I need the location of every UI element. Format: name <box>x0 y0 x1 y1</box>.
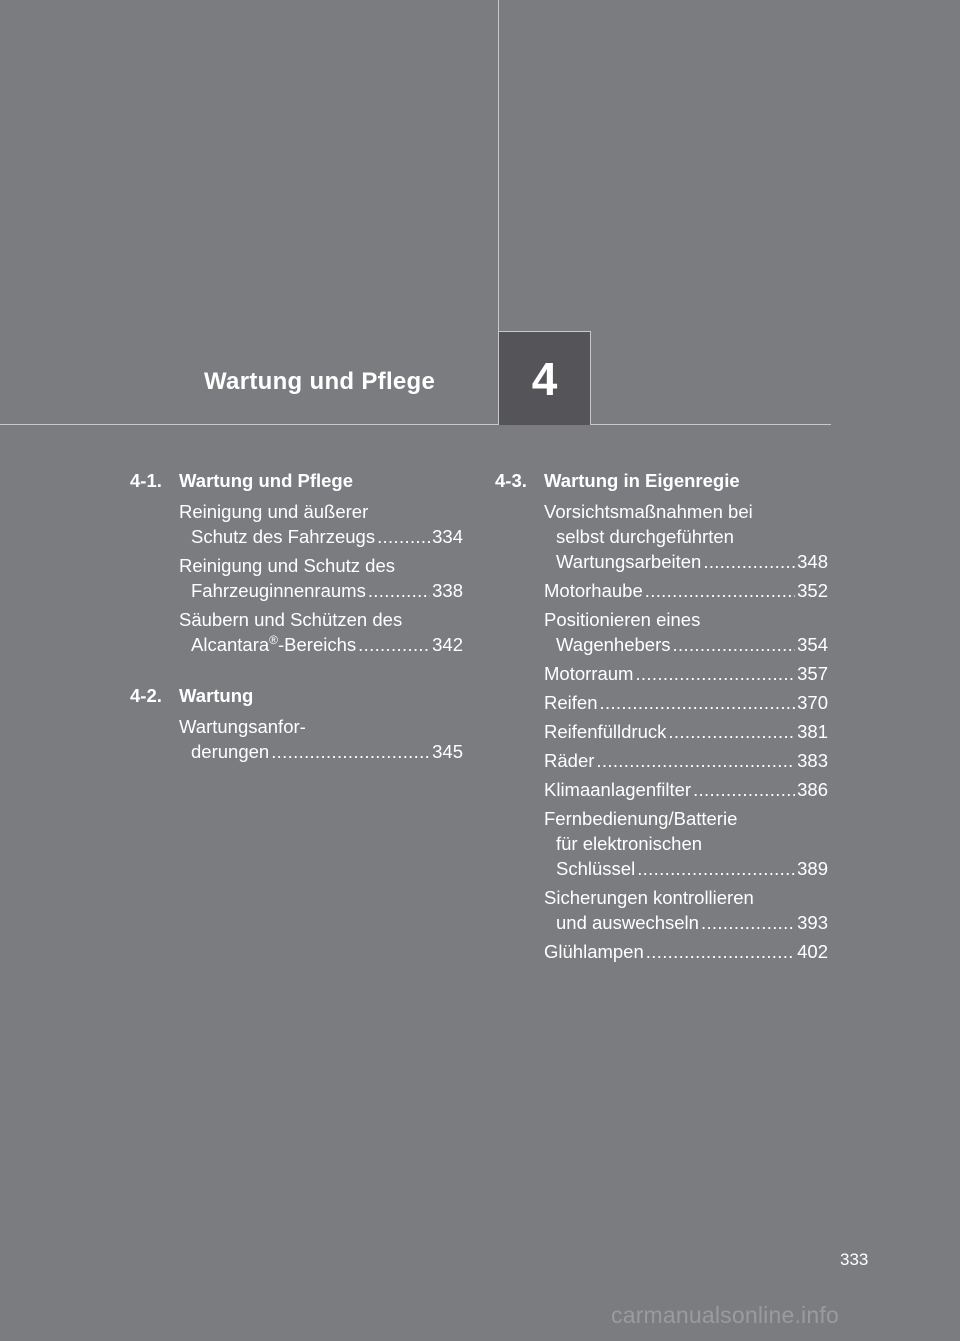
toc-section-4-3 <box>495 468 828 964</box>
toc-entry[interactable] <box>179 553 463 603</box>
dot-leader <box>693 777 795 802</box>
entry-title: derungen <box>191 741 270 762</box>
toc-entry[interactable] <box>544 661 828 686</box>
watermark: carmanualsonline.info <box>611 1302 839 1328</box>
entry-line: Sicherungen kontrollieren <box>544 887 754 908</box>
entry-title: Wagenhebers <box>556 634 671 655</box>
entry-line: Vorsichtsmaßnahmen bei <box>544 501 753 522</box>
toc-entry[interactable] <box>544 748 828 773</box>
dot-leader <box>635 661 795 686</box>
entry-line: Reinigung und Schutz des <box>179 555 395 576</box>
chapter-number-tab <box>498 331 591 425</box>
toc-left-column <box>130 468 463 768</box>
dot-leader <box>599 690 795 715</box>
toc-entry[interactable] <box>544 719 828 744</box>
entry-line: Fernbedienung/Batterie <box>544 808 738 829</box>
toc-entry[interactable] <box>544 690 828 715</box>
dot-leader <box>271 739 430 764</box>
registered-mark: ® <box>269 632 278 647</box>
entry-title: Fahrzeuginnenraums <box>191 580 366 601</box>
entry-title: Motorraum <box>544 663 634 684</box>
entry-page: 386 <box>797 779 828 800</box>
toc-section-4-2 <box>130 683 463 764</box>
horizontal-rule <box>0 424 831 425</box>
page-number: 333 <box>840 1250 869 1269</box>
dot-leader <box>701 910 795 935</box>
dot-leader <box>368 578 430 603</box>
section-number: 4-3. <box>495 470 527 491</box>
entry-title-part: -Bereichs <box>278 634 357 655</box>
section-heading[interactable] <box>130 683 463 708</box>
entry-title: Motorhaube <box>544 580 643 601</box>
toc-entry[interactable] <box>544 777 828 802</box>
section-title: Wartung in Eigenregie <box>544 470 740 491</box>
toc-entry[interactable] <box>544 499 828 574</box>
dot-leader <box>703 549 795 574</box>
vertical-rule <box>498 0 499 332</box>
entry-line: für elektronischen <box>556 833 703 854</box>
entry-page: 345 <box>432 741 463 762</box>
entry-page: 342 <box>432 634 463 655</box>
section-heading[interactable] <box>495 468 828 493</box>
entry-title: und auswechseln <box>556 912 699 933</box>
toc-entry[interactable] <box>544 939 828 964</box>
entry-line: Säubern und Schützen des <box>179 609 403 630</box>
toc-entry[interactable] <box>544 607 828 657</box>
toc-entry[interactable] <box>544 806 828 881</box>
section-title: Wartung <box>179 685 254 706</box>
entry-page: 338 <box>432 580 463 601</box>
dot-leader <box>668 719 795 744</box>
entry-page: 389 <box>797 858 828 879</box>
section-number: 4-1. <box>130 470 162 491</box>
toc-entry[interactable] <box>179 607 463 657</box>
entry-title: Räder <box>544 750 595 771</box>
dot-leader <box>596 748 795 773</box>
entry-title: Reifenfülldruck <box>544 721 667 742</box>
dot-leader <box>377 524 430 549</box>
entry-title-part: Alcantara <box>191 634 270 655</box>
entry-page: 370 <box>797 692 828 713</box>
entry-line: selbst durchgeführten <box>556 526 734 547</box>
entry-page: 381 <box>797 721 828 742</box>
section-heading[interactable] <box>130 468 463 493</box>
toc-entry[interactable] <box>544 885 828 935</box>
entry-title: Reifen <box>544 692 598 713</box>
entry-title: Schlüssel <box>556 858 636 879</box>
toc-right-column <box>495 468 828 968</box>
entry-line: Positionieren eines <box>544 609 701 630</box>
section-title: Wartung und Pflege <box>179 470 354 491</box>
entry-page: 354 <box>797 634 828 655</box>
entry-page: 402 <box>797 941 828 962</box>
chapter-number: 4 <box>531 352 558 405</box>
entry-title <box>191 632 356 657</box>
toc-entry[interactable] <box>179 714 463 764</box>
entry-title: Wartungsarbeiten <box>556 551 702 572</box>
entry-page: 383 <box>797 750 828 771</box>
entry-title: Schutz des Fahrzeugs <box>191 526 376 547</box>
toc-entries <box>544 499 828 964</box>
entry-line: Wartungsanfor- <box>179 716 306 737</box>
entry-page: 348 <box>797 551 828 572</box>
entry-title: Glühlampen <box>544 941 644 962</box>
entry-page: 334 <box>432 526 463 547</box>
section-number: 4-2. <box>130 685 162 706</box>
dot-leader <box>646 939 795 964</box>
dot-leader <box>358 632 430 657</box>
dot-leader <box>637 856 795 881</box>
entry-page: 352 <box>797 580 828 601</box>
entry-page: 357 <box>797 663 828 684</box>
toc-entry[interactable] <box>179 499 463 549</box>
toc-section-4-1 <box>130 468 463 657</box>
entry-line: Reinigung und äußerer <box>179 501 369 522</box>
entry-page: 393 <box>797 912 828 933</box>
dot-leader <box>645 578 795 603</box>
toc-entry[interactable] <box>544 578 828 603</box>
dot-leader <box>673 632 796 657</box>
entry-title: Klimaanlagenfilter <box>544 779 692 800</box>
chapter-title: Wartung und Pflege <box>204 368 436 395</box>
